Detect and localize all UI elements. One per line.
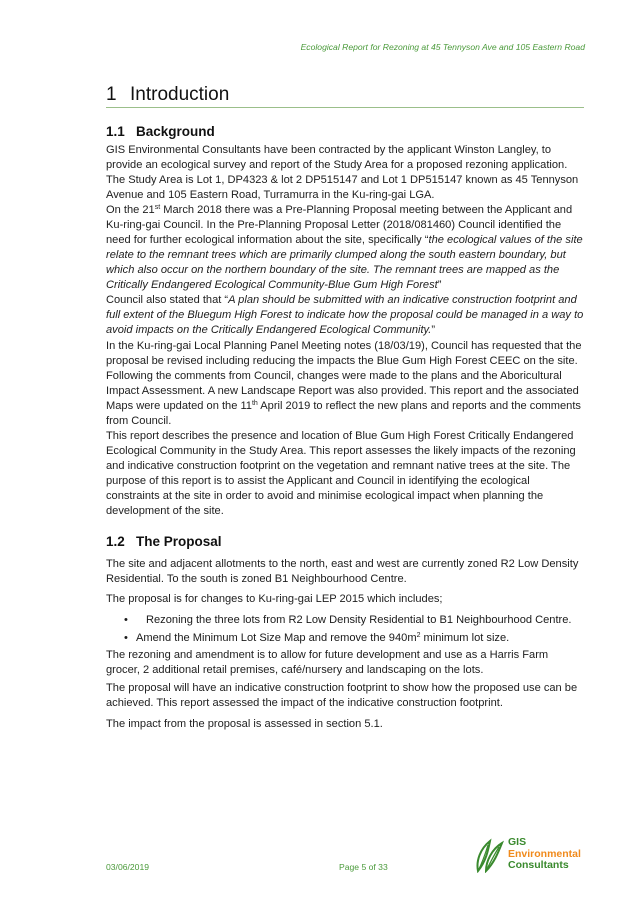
list-item-text: minimum lot size. (420, 632, 510, 644)
paragraph-text: The impact from the proposal is assessed in section 5.1. (106, 718, 383, 730)
list-item (124, 613, 572, 628)
subsection-number: 1.1 (106, 124, 125, 139)
list-item-text: Amend the Minimum Lot Size Map and remove the 940m (136, 632, 417, 644)
proposal-paragraph-4 (106, 681, 584, 711)
paragraph-text: Council also stated that “ (106, 294, 229, 306)
subsection-heading-background (106, 124, 215, 139)
company-logo (472, 835, 582, 875)
paragraph-text: The rezoning and amendment is to allow for future development and use as a Harris Farm grocer, 2 additional retail premises, café/nursery and landscaping on the lots. (106, 649, 549, 676)
running-header: Ecological Report for Rezoning at 45 Tennyson Ave and 105 Eastern Road (300, 42, 585, 52)
paragraph-text: The proposal will have an indicative construction footprint to show how the proposed use can be achieved. This report assessed the impact of the indicative construction footprint. (106, 682, 578, 709)
paragraph-text: The proposal is for changes to Ku-ring-gai LEP 2015 which includes; (106, 593, 443, 605)
bullet-icon: • (124, 632, 128, 644)
paragraph-text: In the Ku-ring-gai Local Planning Panel Meeting notes (18/03/19), Council has requested that the proposal be revised including reducing the impacts the Blue Gum High Forest CEEC on the site. Following the comments from Council, changes were made to the plans and the Aboricultural Impact Assessment. A new Landscape Report was also provided. This report and the associated Maps were updated on the 11 (106, 340, 582, 412)
quote-mark: ” (431, 324, 436, 336)
paragraph-text: March 2018 there was a Pre-Planning Proposal meeting between the Applicant and Ku-ring-gai Council. In the Pre-Planning Proposal Letter (2018/081460) Council identified the need for further ecological information about the site, specifically “ (106, 204, 573, 246)
list-item (124, 631, 509, 646)
proposal-paragraph-5 (106, 717, 584, 732)
superscript: th (251, 400, 258, 407)
section-heading-1 (106, 84, 229, 106)
subsection-title: The Proposal (136, 534, 222, 549)
paragraph-text: On the 21 (106, 204, 155, 216)
subsection-number: 1.2 (106, 534, 125, 549)
quoted-text: the ecological values of the site relate to the remnant trees which are primarily clumped along the south eastern boundary, but which also occur on the northern boundary of the site. The remnant trees are mapped as the Critically Endangered Ecological Community-Blue Gum High Forest (106, 234, 583, 291)
paragraph-text: The site and adjacent allotments to the north, east and west are currently zoned R2 Low Density Residential. To the south is zoned B1 Neighbourhood Centre. (106, 558, 579, 585)
footer-date: 03/06/2019 (106, 862, 150, 872)
background-paragraph-4 (106, 339, 584, 429)
background-paragraph-2 (106, 203, 584, 293)
logo-line: Consultants (508, 859, 569, 871)
section-title: Introduction (130, 84, 230, 105)
list-item-text: Rezoning the three lots from R2 Low Density Residential to B1 Neighbourhood Centre. (146, 614, 572, 626)
bullet-icon: • (124, 614, 128, 626)
proposal-paragraph-3 (106, 648, 584, 678)
proposal-bullet-list (106, 613, 584, 649)
proposal-paragraph-2 (106, 592, 584, 607)
footer-page-number: Page 5 of 33 (339, 862, 388, 872)
quote-mark: ” (437, 279, 442, 291)
background-paragraph-3 (106, 293, 584, 338)
paragraph-text: This report describes the presence and location of Blue Gum High Forest Critically Endangered Ecological Community in the Study Area. This report assesses the likely impacts of the rezoning and indicative construction footprint on the vegetation and remnant native trees at the site. The purpose of this report is to assist the Applicant and Council in identifying the ecological constraints at the site in order to avoid and minimise ecological impact when planning the development of the site. (106, 430, 576, 517)
paragraph-text: April 2019 to reflect the new plans and reports and the comments from Council. (106, 400, 581, 427)
logo-line: GIS (508, 836, 527, 848)
subsection-title: Background (136, 124, 215, 139)
logo-line: Environmental (508, 847, 581, 860)
leaf-icon (472, 837, 506, 873)
heading-rule (106, 107, 584, 108)
subsection-heading-proposal (106, 534, 222, 549)
paragraph-text: GIS Environmental Consultants have been contracted by the applicant Winston Langley, to provide an ecological survey and report of the Study Area for a proposed rezoning application. The Study Area is Lot 1, DP4323 & lot 2 DP515147 and Lot 1 DP515147 known as 45 Tennyson Avenue and 105 Eastern Road, Turramurra in the Ku-ring-gai LGA. (106, 144, 579, 201)
background-paragraph-5 (106, 429, 584, 519)
logo-wordmark (508, 837, 581, 872)
superscript: 2 (416, 632, 421, 639)
background-paragraph-1 (106, 143, 584, 203)
quoted-text: A plan should be submitted with an indicative construction footprint and full extent of the Bluegum High Forest to indicate how the proposal could be managed in a way to avoid impacts on the Critically Endangered Ecological Community. (106, 294, 584, 336)
superscript: st (154, 204, 161, 211)
proposal-paragraph-1 (106, 557, 584, 587)
section-number: 1 (106, 84, 117, 105)
